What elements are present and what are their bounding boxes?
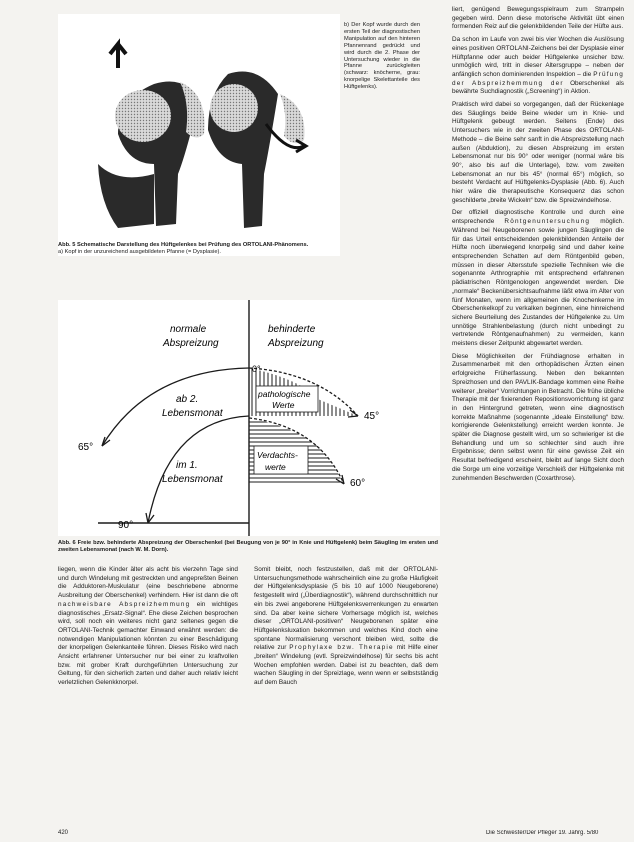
verdacht-line1: Verdachts- <box>257 450 298 460</box>
angle-90: 90° <box>118 520 134 531</box>
age-2-line1: ab 2. <box>176 394 199 405</box>
bottom-middle-spaced: Prophylaxe bzw. Therapie <box>289 644 394 652</box>
bottom-middle-paragraph <box>254 566 438 688</box>
label-behindert-2: Abspreizung <box>268 338 324 349</box>
angle-60: 60° <box>350 478 366 489</box>
label-normal-2: Abspreizung <box>163 338 219 349</box>
figure-5-illustration <box>58 14 340 256</box>
figure-5-caption-title: Abb. 5 Schematische Darstellung des Hüftgelenkes bei Prüfung des ORTOLANI-Phänomens. <box>58 242 309 248</box>
right-paragraph-4 <box>452 209 624 348</box>
right-paragraph-4-a: Der offiziell diagnostische Kontrolle und durch eine entsprechende <box>452 209 624 226</box>
label-normal-1: normale <box>170 324 207 335</box>
hip-joint-drawing-a <box>98 44 205 228</box>
age-1-line1: im 1. <box>176 460 198 471</box>
right-paragraph-2-spaced: Prüfung der Abspreizhemmung der <box>452 70 624 87</box>
figure-5-side-note: b) Der Kopf wurde durch den ersten Teil der diagnostischen Manipulation auf den hinteren Pfannenrand gedrückt und wird durch die 2. Phase der Untersuchung wieder in die Pfanne zurückgleiten (schwarz: knöcherne, grau: knorpelige Skelettanteile des Hüftgelenks). <box>344 22 420 91</box>
right-column <box>452 6 624 838</box>
figure-5-caption-sub: a) Kopf in der unzureichend ausgebildeten Pfanne (= Dysplasie). <box>58 249 221 256</box>
page-number: 420 <box>58 830 69 836</box>
bottom-middle-a: Somit bleibt, noch festzustellen, daß mit der ORTOLANI-Untersuchungsmethode wahrscheinlich eine zu große Häufigkeit der Hüftgelenksdysplasie (5 bis 10 auf 1000 Neugeborene) festgestellt wird („Überdiagnostik“), während durchschnittlich nur ein bis zwei angeborene Hüftgelenksverrenkungen zu erwarten sind. Da aber keine sichere Vorhersage möglich ist, welches dieser „ORTOLANI-positiven“ Neugeborenen später eine Hüftgelenksluxation bekommen und welches Kind doch eine spontane Normalisierung verschont bleiben wird, sollte die relative zur <box>254 566 438 652</box>
bottom-left-a: liegen, wenn die Kinder älter als acht bis vierzehn Tage sind und durch Windelung mit gestreckten und angepreßten Beinen die Adduktoren-Muskulatur (eine beschriebene abnorme Ausbreitung der Oberschenkel) verhindern. Hier ist dann die oft <box>58 566 238 600</box>
figure-5 <box>58 14 340 256</box>
label-behindert-1: behinderte <box>268 324 316 335</box>
right-paragraph-3: Praktisch wird dabei so vorgegangen, daß der Rückenlage des Säuglings beide Beine wieder um in Knie- und Hüftgelenk gebeugt werden. Seitens (Ende) des Untersuchers wie in der zweiten Phase des ORTOLANI-Methode – die Beine sehr sanft in die Abspreizstellung nach außen (Abduktion), zu diesen Abspreizung im ersten Lebensmonat nur bis 90° oder weniger (normal wäre bis 90°, also bis auf die Unterlage), bzw. vom zweiten Lebensmonat an nur bis 45° (normal 65°) möglich, so besteht Verdacht auf Hüftgelenks-Dysplasie (Abb. 6). Auch hier wäre die therapeutische Konsequenz das schon geschilderte „breite Wickeln“ bzw. die Spreizwindelhose. <box>452 101 624 204</box>
figure-6-caption: Abb. 6 Freie bzw. behinderte Abspreizung der Oberschenkel (bei Beugung von je 90° in Knie und Hüftgelenk) beim Säugling im ersten und zweiten Lebensmonat (nach W. M. Dorn). <box>58 540 438 554</box>
bottom-left-b: ein wichtiges diagnostisches „Ersatz-Signal“. Ehe diese Zeichen besprochen wird, soll noch ein weiteres nicht ganz seltenes gegen die ORTOLANI-Technik gemachter Einwand erwähnt werden: die notwendigen Manipulationen könnten zu einer Beschädigung der knorpeligen Gelenkanteile führen. Dieses Risiko wird nach Ansicht erfahrener Untersucher nur bei einer zu kraftvollen bzw. mit grober Kraft durchgeführten Untersuchung zur Geltung, für den sicherlich zarten und daher auch relativ leicht verletzlichen Gelenkknorpel. <box>58 600 238 687</box>
right-paragraph-2 <box>452 36 624 97</box>
figure-6 <box>58 300 440 536</box>
patho-line2: Werte <box>272 400 295 410</box>
hip-joint-drawing-b <box>208 72 306 229</box>
right-paragraph-4-b: möglich. Während bei Neugeborenen sowie jungen Säuglingen die für das Urteil entscheidenden gelenkbildenden Anteile der Hüfte noch überwiegend knorpelig sind und daher keine entsprechenden Schatten auf dem Röntgenbild geben, müssen in dieser Altersstufe spezielle Techniken wie die sogenannte Arthrographie mit entsprechend erfahrenen pädiatrischen Röntgenologen angewendet werden. Die „normale“ Beckenübersichtsaufnahme läßt etwa im Alter von fünf Monaten, wenn im allgemeinen die Knochenkerne im Oberschenkelkopf zu verkalken beginnen, eine hinreichend sichere Beurteilung des Zustandes der Hüftgelenke zu. Um unnötige Strahlenbelastung (durch nicht unbedingt zu vertretende Röntgenaufnahmen) zu vermeiden, kann meistens dieser Zeitpunkt abgewartet werden. <box>452 218 624 348</box>
bottom-left-paragraph <box>58 566 238 688</box>
figure-6-diagram <box>58 300 440 536</box>
right-paragraph-2-a: Da schon im Laufe von zwei bis vier Wochen die Auslösung eines positiven ORTOLANI-Zeichens bei der Dysplasie einer Hüftpfanne oder auch beider Hüftgelenke unsicher bzw. unmöglich wird, tritt in dieser Altersgruppe – neben der anfänglich schon dominierenden Inspektion – die <box>452 36 624 78</box>
verdacht-line2: werte <box>265 462 286 472</box>
angle-65: 65° <box>78 442 94 453</box>
right-paragraph-5: Diese Möglichkeiten der Frühdiagnose erhalten in Zusammenarbeit mit den orthopädischen Ärzten einen erfolgreiche Früherfassung. Neben den bekannten Spreizhosen und den PAVLIK-Bandage kommen eine Reihe weiterer „breiter“ Vorrichtungen in Betracht. Die frühe übliche Therapie mit der fixierenden Repositionsvorrichtung ist ganz in den Hintergrund getreten, wenn eine diagnostisch korrekte Maßnahme (sogenannte „ideale Einstellung“ bzw. korrigierende Gelenkstellung) erreicht werden konnte. Je später die Diagnose gestellt wird, um so schwieriger ist die Behandlung und um so schlechter sind auch ihre Ergebnisse; denn selbst wenn für eine gewisse Zeit ein Resultat befriedigend erscheint, bleibt auf lange Sicht doch die Sorge um eine vorzeitige Verschleiß der Hüftgelenke mit zunehmenden Beschwerden (Coxarthrose). <box>452 352 624 482</box>
angle-top: 0° <box>252 364 261 374</box>
bottom-left-spaced: nachweisbare Abspreizhemmung <box>58 600 191 608</box>
angle-45: 45° <box>364 411 380 422</box>
patho-line1: pathologische <box>258 389 311 399</box>
age-2-line2: Lebensmonat <box>162 408 223 419</box>
age-1-line2: Lebensmonat <box>162 474 223 485</box>
bottom-middle-b: mit Hilfe einer „breiten“ Windelung (evtl. Spreizwindelhose) für sechs bis acht Wochen empfohlen werden. Dabei ist zu beachten, daß dem wachen Säugling in der Spreizlage, wenn wenn er selbstständig auf dem Bauch <box>254 644 438 687</box>
right-paragraph-1: liert, genügend Bewegungsspielraum zum Strampeln gegeben wird. Denn diese motorische Aktivität übt einen formenden Reiz auf die gelenkbildenden Teile der Hüfte aus. <box>452 6 624 31</box>
bottom-left-column <box>58 566 238 822</box>
right-paragraph-2-b: Oberschenkel als bewährte Suchdiagnostik („Screening“) in Aktion. <box>452 79 624 96</box>
figure-5-caption <box>58 242 340 256</box>
right-paragraph-4-spaced: Röntgenuntersuchung <box>504 218 591 226</box>
journal-footer: Die Schwester/Der Pfleger 19. Jahrg. 5/80 <box>486 830 599 836</box>
bottom-middle-column <box>254 566 438 822</box>
